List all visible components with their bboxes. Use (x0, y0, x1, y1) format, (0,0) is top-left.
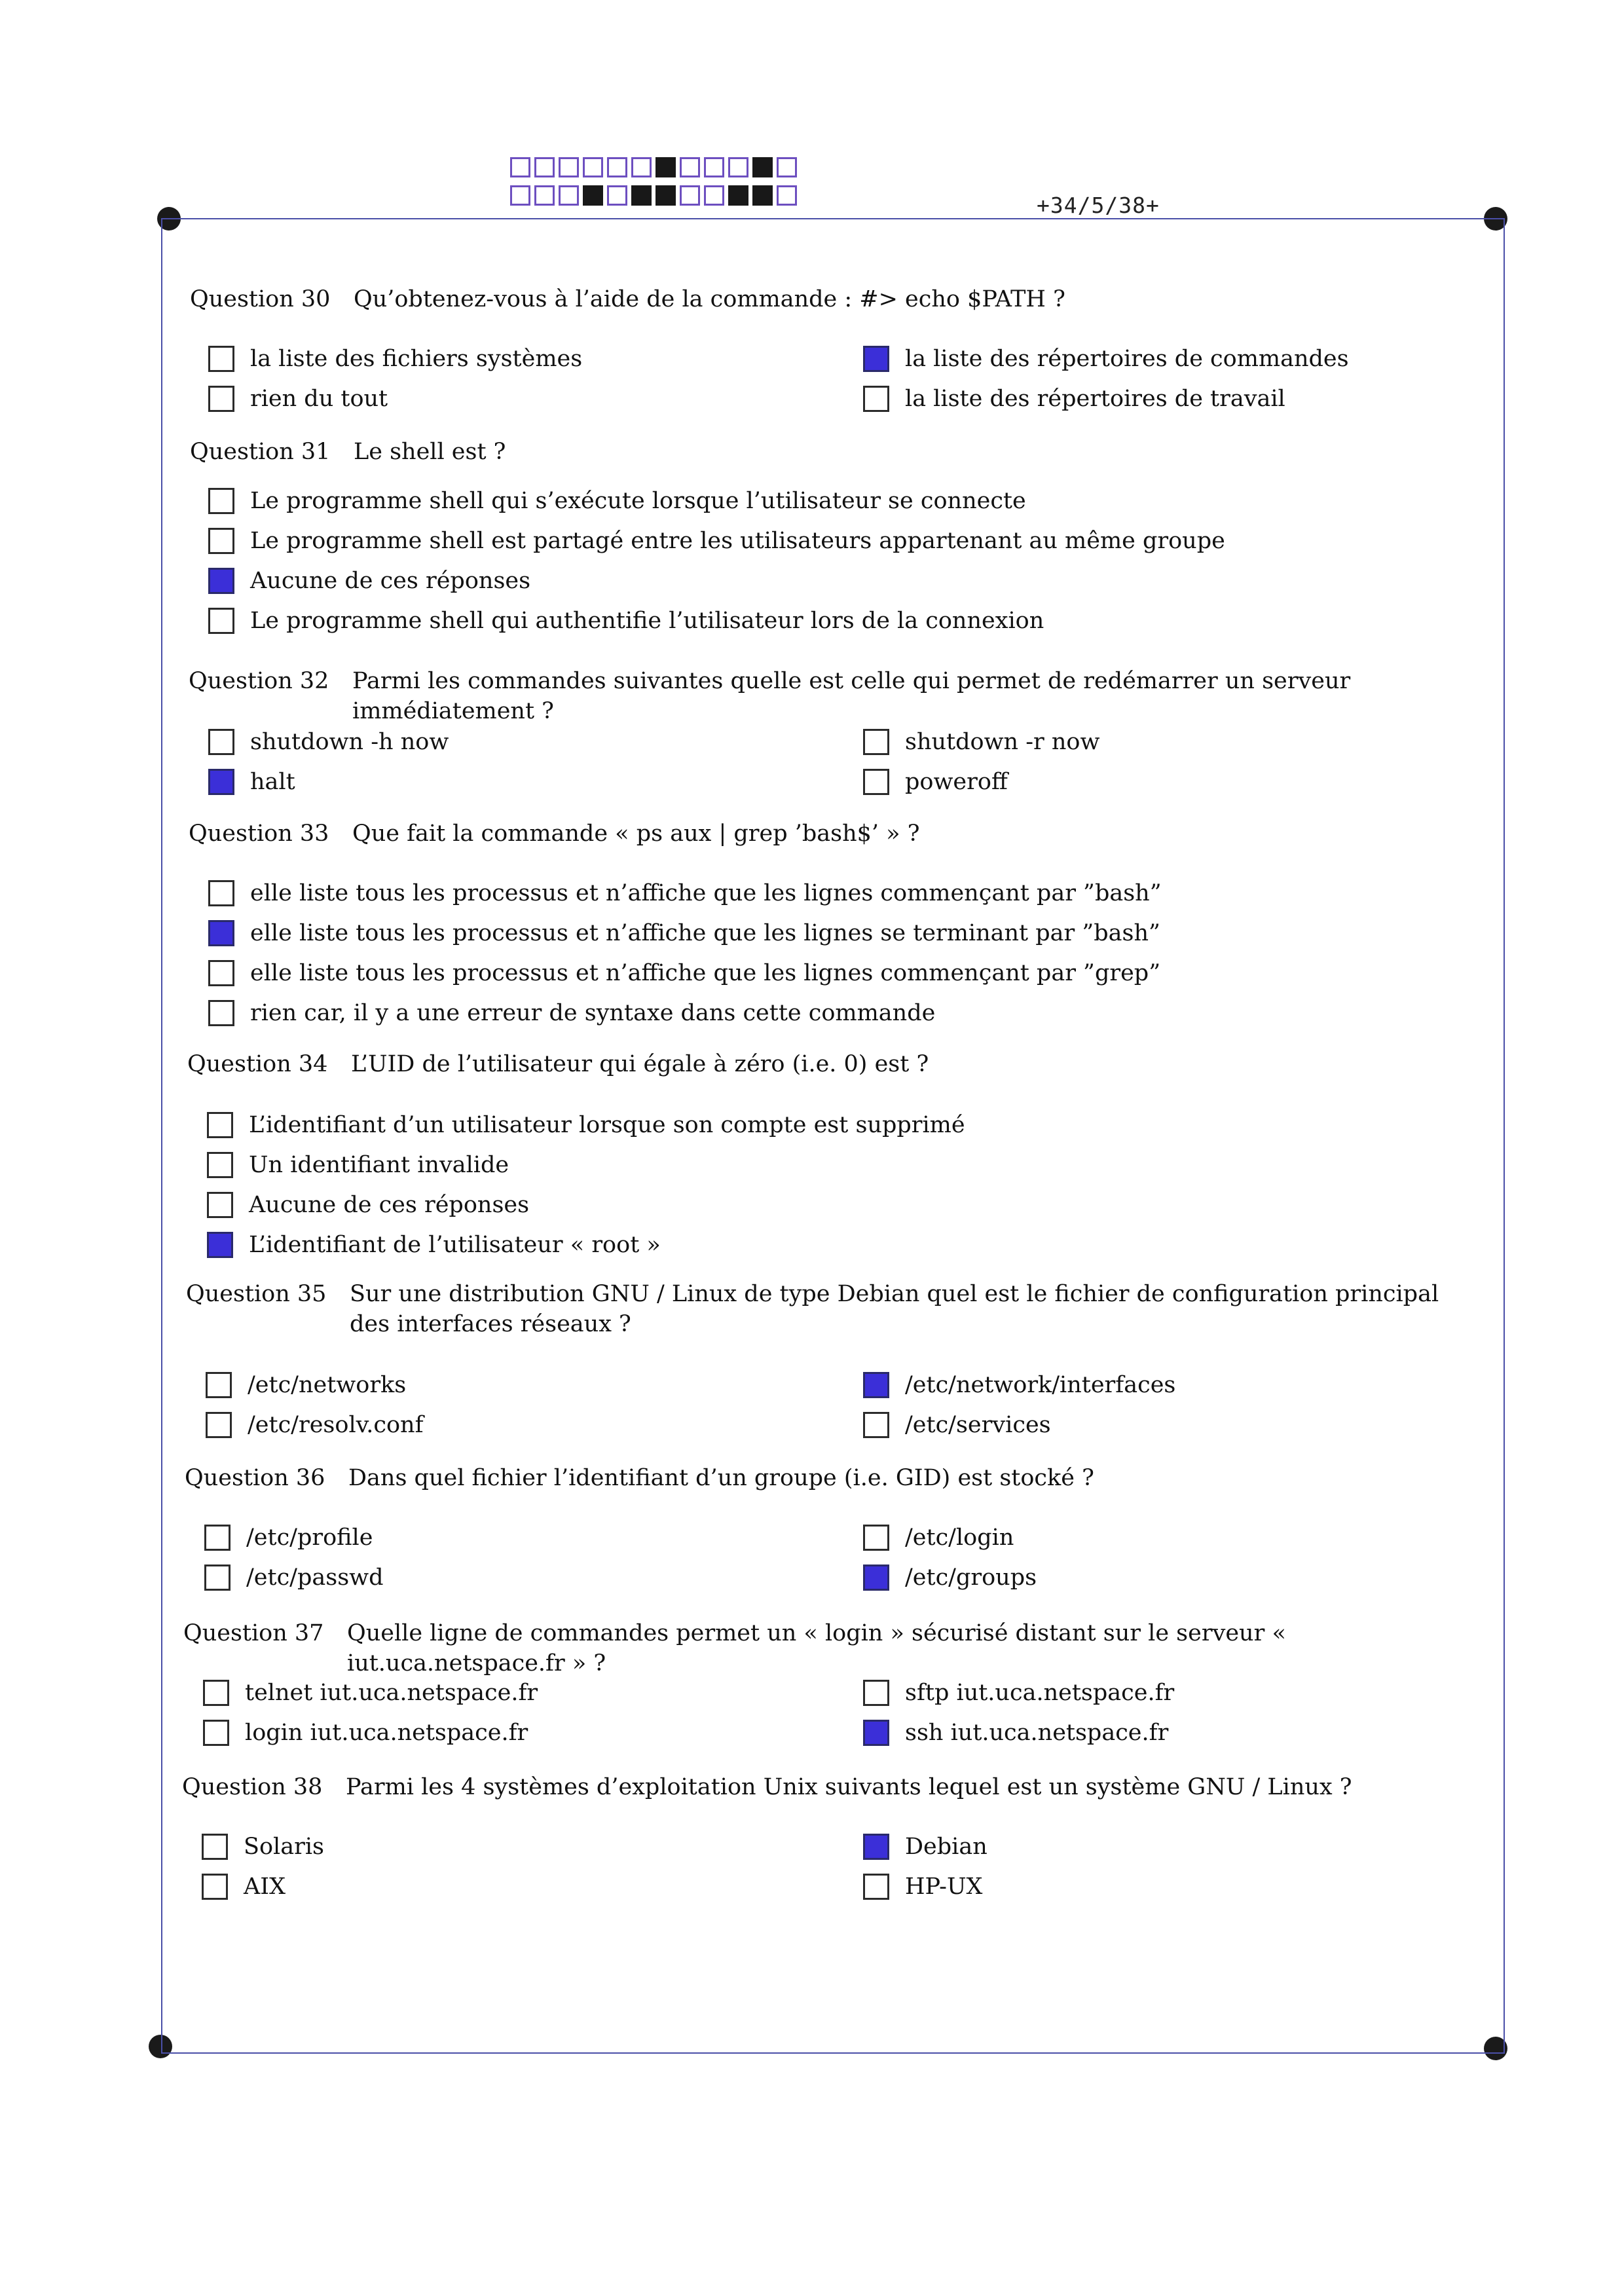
answer-option[interactable] (203, 1676, 538, 1709)
answer-option[interactable] (208, 766, 295, 798)
option-label: /etc/login (905, 1525, 1014, 1551)
option-label: ssh iut.uca.netspace.fr (905, 1720, 1169, 1746)
answer-option[interactable] (208, 957, 1160, 990)
id-grid-cell (728, 185, 748, 206)
answer-option[interactable] (207, 1189, 529, 1221)
question-35 (186, 1279, 1469, 1339)
checkbox[interactable] (207, 1112, 233, 1138)
question-header (189, 666, 1472, 726)
option-label: elle liste tous les processus et n’affiche que les lignes se terminant par ”bash” (250, 920, 1160, 946)
question-32 (189, 666, 1472, 726)
checkbox[interactable] (207, 1152, 233, 1178)
question-number: Question 34 (187, 1051, 328, 1077)
question-31 (190, 437, 1473, 467)
checkbox[interactable] (208, 608, 234, 634)
option-label: /etc/profile (246, 1525, 373, 1551)
id-grid-cell (559, 157, 579, 177)
checked-checkbox[interactable] (863, 1565, 889, 1591)
question-36 (185, 1463, 1468, 1493)
id-grid-cell (510, 157, 530, 177)
answer-option[interactable] (208, 343, 582, 375)
checked-checkbox[interactable] (863, 346, 889, 372)
checkbox[interactable] (863, 386, 889, 412)
option-label: login iut.uca.netspace.fr (245, 1720, 528, 1746)
checked-checkbox[interactable] (863, 1372, 889, 1398)
answer-option[interactable] (863, 1716, 1168, 1749)
answer-option[interactable] (863, 1521, 1014, 1554)
answer-option[interactable] (208, 877, 1162, 910)
checkbox[interactable] (863, 769, 889, 795)
question-text: L’UID de l’utilisateur qui égale à zéro (i.e. 0) est ? (351, 1051, 929, 1077)
question-text: Parmi les 4 systèmes d’exploitation Unix suivants lequel est un système GNU / Linux ? (346, 1774, 1352, 1800)
option-label: Aucune de ces réponses (249, 1192, 530, 1218)
checkbox[interactable] (203, 1680, 229, 1706)
id-grid-cell (704, 185, 724, 206)
id-grid-cell (752, 157, 773, 177)
id-grid-cell (728, 157, 748, 177)
answer-option[interactable] (208, 917, 1160, 950)
id-grid-cell (583, 157, 603, 177)
answer-option[interactable] (208, 604, 1044, 637)
checkbox[interactable] (208, 960, 234, 986)
checked-checkbox[interactable] (208, 769, 234, 795)
question-number: Question 38 (182, 1774, 323, 1800)
page-identifier: +34/5/38+ (1037, 193, 1160, 218)
question-header (182, 1772, 1466, 1802)
checkbox[interactable] (208, 729, 234, 755)
answer-option[interactable] (863, 343, 1349, 375)
option-label: Un identifiant invalide (249, 1152, 509, 1178)
checkbox[interactable] (208, 528, 234, 554)
question-header (186, 1279, 1469, 1339)
checkbox[interactable] (863, 1680, 889, 1706)
id-grid-cell (631, 157, 652, 177)
option-label: Le programme shell est partagé entre les utilisateurs appartenant au même groupe (250, 528, 1225, 554)
id-grid-row (510, 157, 801, 177)
answer-option[interactable] (208, 382, 388, 415)
question-header (187, 1049, 1471, 1079)
id-grid-cell (583, 185, 603, 206)
option-label: L’identifiant d’un utilisateur lorsque son compte est supprimé (249, 1112, 965, 1138)
checkbox[interactable] (202, 1834, 228, 1860)
id-grid-cell (534, 185, 555, 206)
checked-checkbox[interactable] (863, 1720, 889, 1746)
checkbox[interactable] (208, 346, 234, 372)
answer-option[interactable] (202, 1830, 324, 1863)
checkbox[interactable] (208, 880, 234, 906)
option-label: /etc/services (905, 1412, 1051, 1438)
question-number: Question 37 (183, 1620, 324, 1646)
answer-option[interactable] (863, 766, 1008, 798)
question-number: Question 31 (190, 439, 331, 465)
question-text: Qu’obtenez-vous à l’aide de la commande : #> echo $PATH ? (354, 286, 1065, 312)
question-text: Dans quel fichier l’identifiant d’un groupe (i.e. GID) est stocké ? (348, 1465, 1094, 1491)
question-34 (187, 1049, 1471, 1079)
question-header (190, 284, 1473, 314)
question-header (185, 1463, 1468, 1493)
id-grid-cell (510, 185, 530, 206)
checked-checkbox[interactable] (207, 1232, 233, 1258)
id-grid-cell (777, 157, 797, 177)
answer-option[interactable] (207, 1149, 509, 1181)
answer-option[interactable] (208, 565, 530, 597)
checkbox[interactable] (202, 1874, 228, 1900)
checkbox[interactable] (863, 1874, 889, 1900)
answer-option[interactable] (206, 1369, 406, 1401)
question-header (190, 437, 1473, 467)
id-grid-cell (607, 157, 627, 177)
id-grid-cell (534, 157, 555, 177)
answer-option[interactable] (202, 1870, 286, 1903)
answer-option[interactable] (208, 997, 935, 1029)
option-label: Le programme shell qui authentifie l’utilisateur lors de la connexion (250, 608, 1044, 634)
question-number: Question 30 (190, 286, 331, 312)
option-label: la liste des fichiers systèmes (250, 346, 583, 372)
answer-option[interactable] (863, 1870, 982, 1903)
option-label: la liste des répertoires de travail (905, 386, 1285, 412)
id-grid-cell (680, 157, 700, 177)
id-grid-cell (631, 185, 652, 206)
checkbox[interactable] (863, 729, 889, 755)
answer-option[interactable] (863, 1830, 987, 1863)
question-30 (190, 284, 1473, 314)
option-label: elle liste tous les processus et n’affiche que les lignes commençant par ”grep” (250, 960, 1161, 986)
id-grid-cell (680, 185, 700, 206)
question-number: Question 35 (186, 1281, 327, 1307)
question-38 (182, 1772, 1466, 1802)
checkbox[interactable] (863, 1525, 889, 1551)
checkbox[interactable] (206, 1372, 232, 1398)
option-label: shutdown -h now (250, 729, 449, 755)
question-header (189, 819, 1472, 849)
id-grid-cell (655, 185, 676, 206)
id-grid-cell (559, 185, 579, 206)
option-label: sftp iut.uca.netspace.fr (905, 1680, 1175, 1706)
question-33 (189, 819, 1472, 849)
option-label: Le programme shell qui s’exécute lorsque l’utilisateur se connecte (250, 488, 1026, 514)
answer-option[interactable] (208, 726, 449, 758)
answer-option[interactable] (204, 1521, 373, 1554)
id-grid-cell (777, 185, 797, 206)
checkbox[interactable] (208, 1000, 234, 1026)
option-label: shutdown -r now (905, 729, 1100, 755)
option-label: rien du tout (250, 386, 388, 412)
answer-option[interactable] (208, 485, 1026, 517)
answer-option[interactable] (206, 1409, 424, 1441)
option-label: Solaris (244, 1834, 324, 1860)
option-label: /etc/groups (905, 1565, 1037, 1591)
checked-checkbox[interactable] (863, 1834, 889, 1860)
option-label: la liste des répertoires de commandes (905, 346, 1349, 372)
checkbox[interactable] (207, 1192, 233, 1218)
question-text: Parmi les commandes suivantes quelle est celle qui permet de redémarrer un serveur immédiatement ? (352, 668, 1351, 724)
checkbox[interactable] (204, 1565, 231, 1591)
question-header (183, 1618, 1467, 1678)
checkbox[interactable] (208, 386, 234, 412)
answer-option[interactable] (863, 1561, 1037, 1594)
question-text: Sur une distribution GNU / Linux de type Debian quel est le fichier de configuration principal des interfaces réseaux ? (350, 1281, 1439, 1337)
checked-checkbox[interactable] (208, 568, 234, 594)
checkbox[interactable] (203, 1720, 229, 1746)
checkbox[interactable] (206, 1412, 232, 1438)
id-grid-cell (752, 185, 773, 206)
id-grid-cell (655, 157, 676, 177)
option-label: HP-UX (905, 1874, 983, 1900)
option-label: telnet iut.uca.netspace.fr (245, 1680, 538, 1706)
option-label: elle liste tous les processus et n’affiche que les lignes commençant par ”bash” (250, 880, 1162, 906)
option-label: /etc/resolv.conf (248, 1412, 424, 1438)
answer-option[interactable] (863, 1409, 1051, 1441)
id-grid-cell (704, 157, 724, 177)
answer-option[interactable] (863, 726, 1099, 758)
checkbox[interactable] (204, 1525, 231, 1551)
question-number: Question 33 (189, 821, 329, 847)
option-label: L’identifiant de l’utilisateur « root » (249, 1232, 661, 1258)
answer-option[interactable] (203, 1716, 528, 1749)
question-number: Question 32 (189, 668, 329, 694)
option-label: Debian (905, 1834, 987, 1860)
option-label: poweroff (905, 769, 1008, 795)
option-label: /etc/network/interfaces (905, 1372, 1176, 1398)
answer-option[interactable] (863, 1369, 1175, 1401)
question-37 (183, 1618, 1467, 1678)
option-label: AIX (244, 1874, 286, 1900)
option-label: rien car, il y a une erreur de syntaxe dans cette commande (250, 1000, 936, 1026)
question-text: Le shell est ? (354, 439, 506, 465)
answer-option[interactable] (204, 1561, 384, 1594)
answer-option[interactable] (207, 1109, 965, 1141)
question-text: Quelle ligne de commandes permet un « login » sécurisé distant sur le serveur « iut.uca.netspace.fr » ? (347, 1620, 1286, 1676)
option-label: Aucune de ces réponses (250, 568, 531, 594)
answer-option[interactable] (207, 1229, 661, 1261)
id-grid-row (510, 185, 801, 206)
answer-option[interactable] (863, 382, 1285, 415)
id-grid-cell (607, 185, 627, 206)
option-label: halt (250, 769, 295, 795)
question-number: Question 36 (185, 1465, 325, 1491)
answer-option[interactable] (208, 525, 1225, 557)
student-id-grid (510, 157, 801, 213)
option-label: /etc/passwd (246, 1565, 384, 1591)
option-label: /etc/networks (248, 1372, 407, 1398)
answer-option[interactable] (863, 1676, 1174, 1709)
checked-checkbox[interactable] (208, 920, 234, 946)
checkbox[interactable] (863, 1412, 889, 1438)
question-text: Que fait la commande « ps aux | grep ’bash$’ » ? (352, 821, 920, 847)
checkbox[interactable] (208, 488, 234, 514)
